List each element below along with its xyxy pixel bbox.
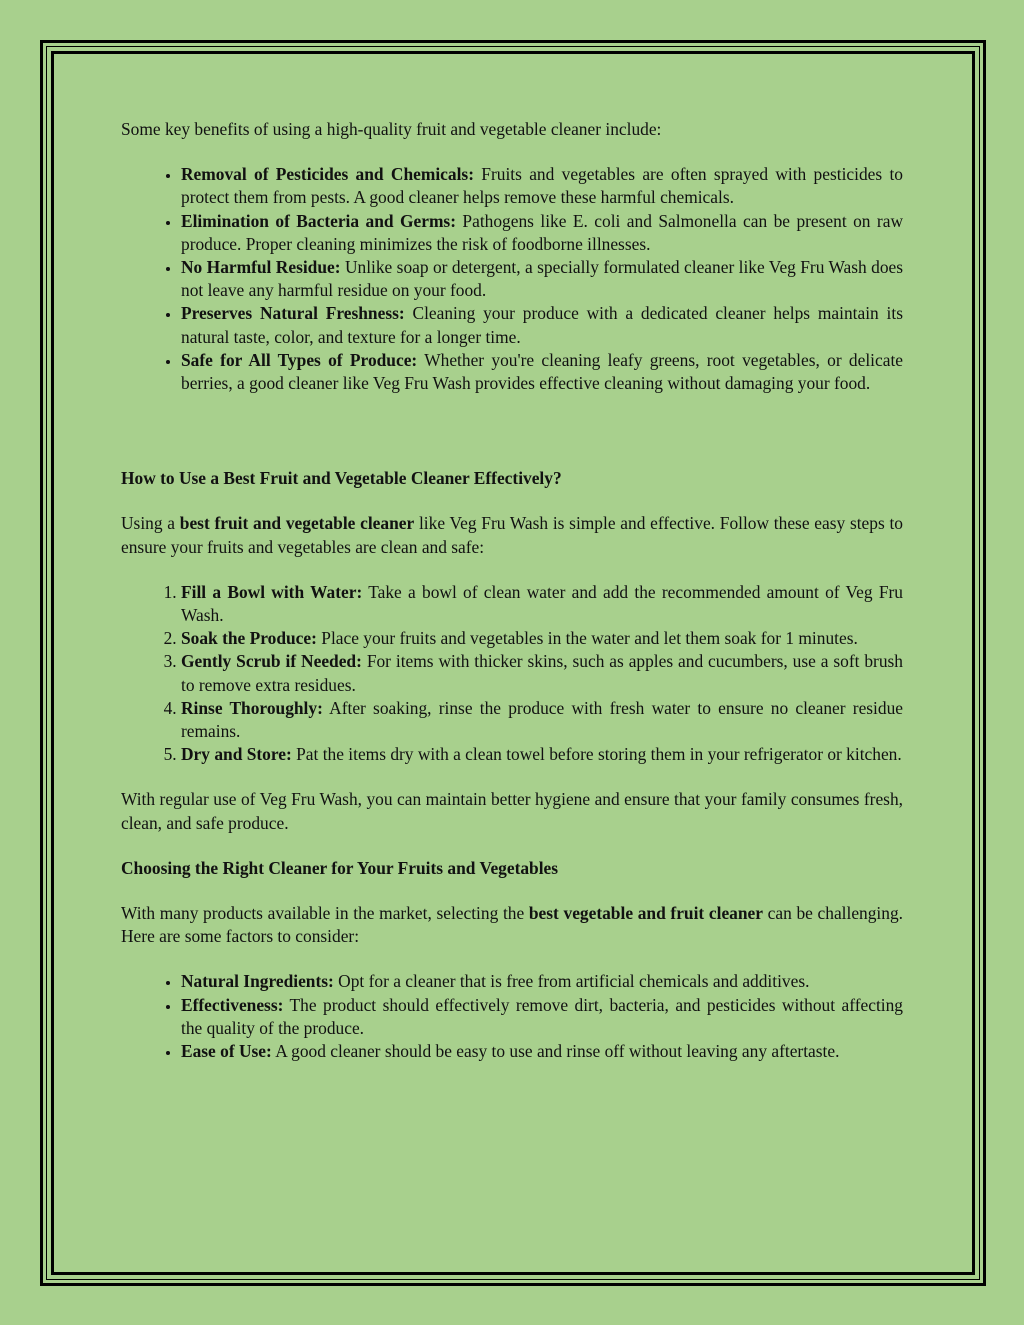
list-item: • No Harmful Residue: Unlike soap or detergent, a specially formulated cleaner like Veg Fru Wash does not leave any harmful residue on your food.: [181, 256, 903, 302]
list-item: 3. Gently Scrub if Needed: For items with thicker skins, such as apples and cucumbers, use a soft brush to remove extra residues.: [181, 650, 903, 696]
steps-list: [121, 581, 903, 767]
howto-intro: Using a best fruit and vegetable cleaner like Veg Fru Wash is simple and effective. Follow these easy steps to ensure your fruits and vegetables are clean and safe:: [121, 513, 904, 557]
list-item: • Natural Ingredients: Opt for a cleaner that is free from artificial chemicals and additives.: [181, 970, 903, 993]
list-item: 4. Rinse Thoroughly: After soaking, rinse the produce with fresh water to ensure no cleaner residue remains.: [181, 697, 903, 743]
list-item: • Safe for All Types of Produce: Whether you're cleaning leafy greens, root vegetables, or delicate berries, a good cleaner like Veg Fru Wash provides effective cleaning without damaging your food.: [181, 349, 903, 395]
list-item: • Ease of Use: A good cleaner should be easy to use and rinse off without leaving any aftertaste.: [181, 1040, 903, 1063]
list-item: • Preserves Natural Freshness: Cleaning your produce with a dedicated cleaner helps maintain its natural taste, color, and texture for a longer time.: [181, 302, 903, 348]
document-body: [121, 118, 903, 1063]
factors-list: [121, 970, 903, 1063]
list-item: 5. Dry and Store: Pat the items dry with a clean towel before storing them in your refrigerator or kitchen.: [181, 743, 903, 766]
list-item: 2. Soak the Produce: Place your fruits and vegetables in the water and let them soak for 1 minutes.: [181, 627, 903, 650]
choosing-intro: With many products available in the market, selecting the best vegetable and fruit cleaner can be challenging. Here are some factors to consider:: [121, 903, 904, 947]
benefits-intro: Some key benefits of using a high-quality fruit and vegetable cleaner include:: [121, 119, 662, 139]
section-heading-choosing: Choosing the Right Cleaner for Your Fruits and Vegetables: [121, 857, 559, 878]
list-item: • Elimination of Bacteria and Germs: Pathogens like E. coli and Salmonella can be present on raw produce. Proper cleaning minimizes the risk of foodborne illnesses.: [181, 210, 903, 256]
list-item: • Effectiveness: The product should effectively remove dirt, bacteria, and pesticides without affecting the quality of the produce.: [181, 994, 903, 1040]
benefits-list: [121, 163, 903, 395]
section-heading-howto: How to Use a Best Fruit and Vegetable Cleaner Effectively?: [121, 468, 562, 489]
howto-closing: With regular use of Veg Fru Wash, you can maintain better hygiene and ensure that your family consumes fresh, clean, and safe produce.: [121, 789, 903, 833]
list-item: 1. Fill a Bowl with Water: Take a bowl of clean water and add the recommended amount of Veg Fru Wash.: [181, 581, 903, 627]
list-item: • Removal of Pesticides and Chemicals: Fruits and vegetables are often sprayed with pesticides to protect them from pests. A good cleaner helps remove these harmful chemicals.: [181, 163, 903, 209]
